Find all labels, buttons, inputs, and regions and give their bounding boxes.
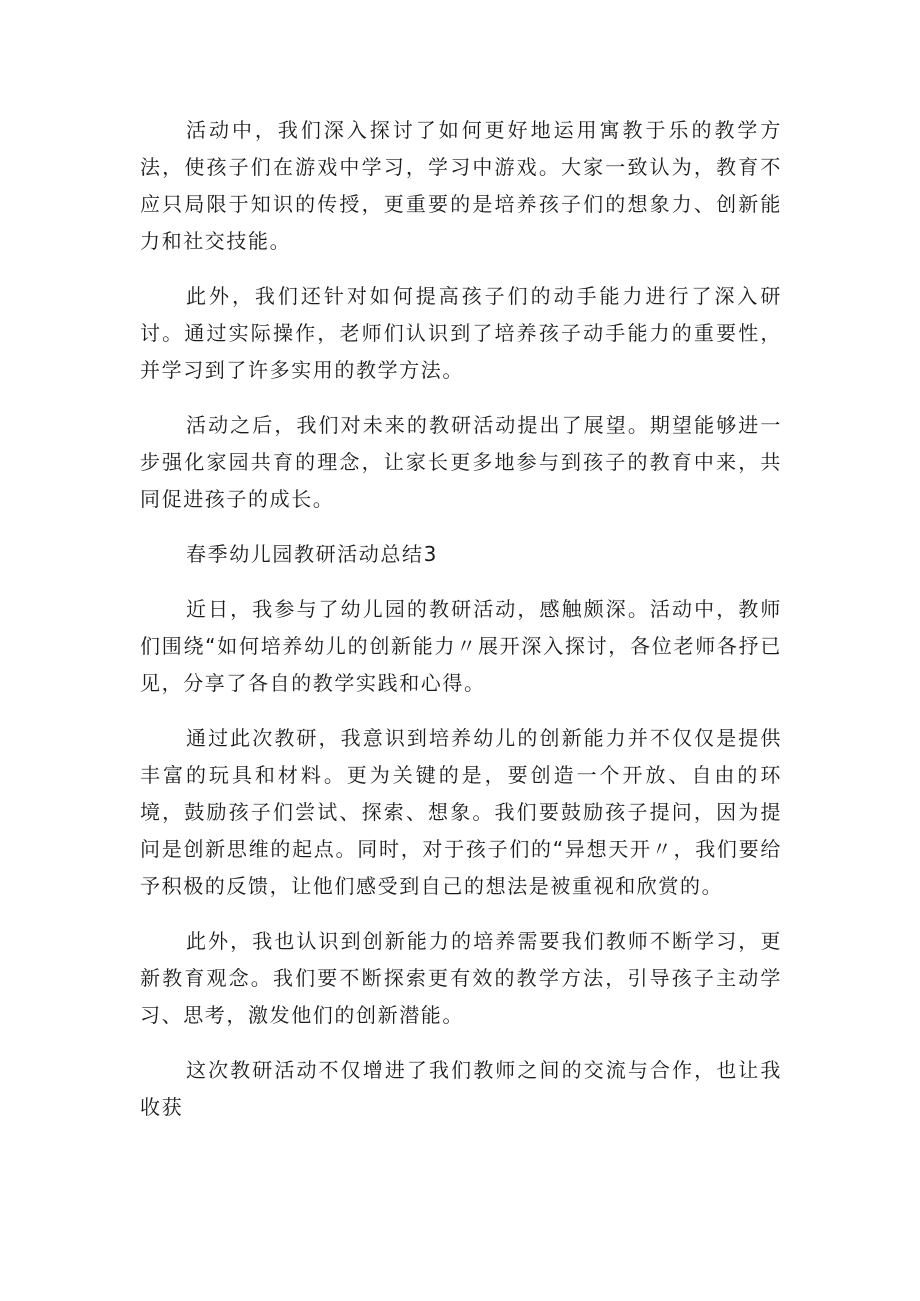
section-title: 春季幼儿园教研活动总结3 xyxy=(186,542,438,566)
section-paragraph-3: 此外，我也认识到创新能力的培养需要我们教师不断学习，更新教育观念。我们要不断探索更有效的教学方法，引导孩子主动学习、思考，激发他们的创新潜能。 xyxy=(140,929,782,1027)
document-body xyxy=(140,112,782,1144)
section-paragraph-2: 通过此次教研，我意识到培养幼儿的创新能力并不仅仅是提供丰富的玩具和材料。更为关键的是，要创造一个开放、自由的环境，鼓励孩子们尝试、探索、想象。我们要鼓励孩子提问，因为提问是创新思维的起点。同时，对于孩子们的“异想天开〃，我们要给予积极的反馈，让他们感受到自己的想法是被重视和欣赏的。 xyxy=(140,726,782,898)
paragraph-1: 活动中，我们深入探讨了如何更好地运用寓教于乐的教学方法，使孩子们在游戏中学习，学习中游戏。大家一致认为，教育不应只局限于知识的传授，更重要的是培养孩子们的想象力、创新能力和社交技能。 xyxy=(140,118,782,253)
section-paragraph-1: 近日，我参与了幼儿园的教研活动，感触颇深。活动中，教师们围绕“如何培养幼儿的创新能力〃展开深入探讨，各位老师各抒已见，分享了各自的教学实践和心得。 xyxy=(140,597,782,695)
paragraph-2: 此外，我们还针对如何提高孩子们的动手能力进行了深入研讨。通过实际操作，老师们认识到了培养孩子动手能力的重要性，并学习到了许多实用的教学方法。 xyxy=(140,284,782,382)
section-paragraph-4: 这次教研活动不仅增进了我们教师之间的交流与合作，也让我收获 xyxy=(140,1058,782,1119)
paragraph-3: 活动之后，我们对未来的教研活动提出了展望。期望能够进一步强化家园共育的理念，让家长更多地参与到孩子的教育中来，共同促进孩子的成长。 xyxy=(140,413,782,511)
